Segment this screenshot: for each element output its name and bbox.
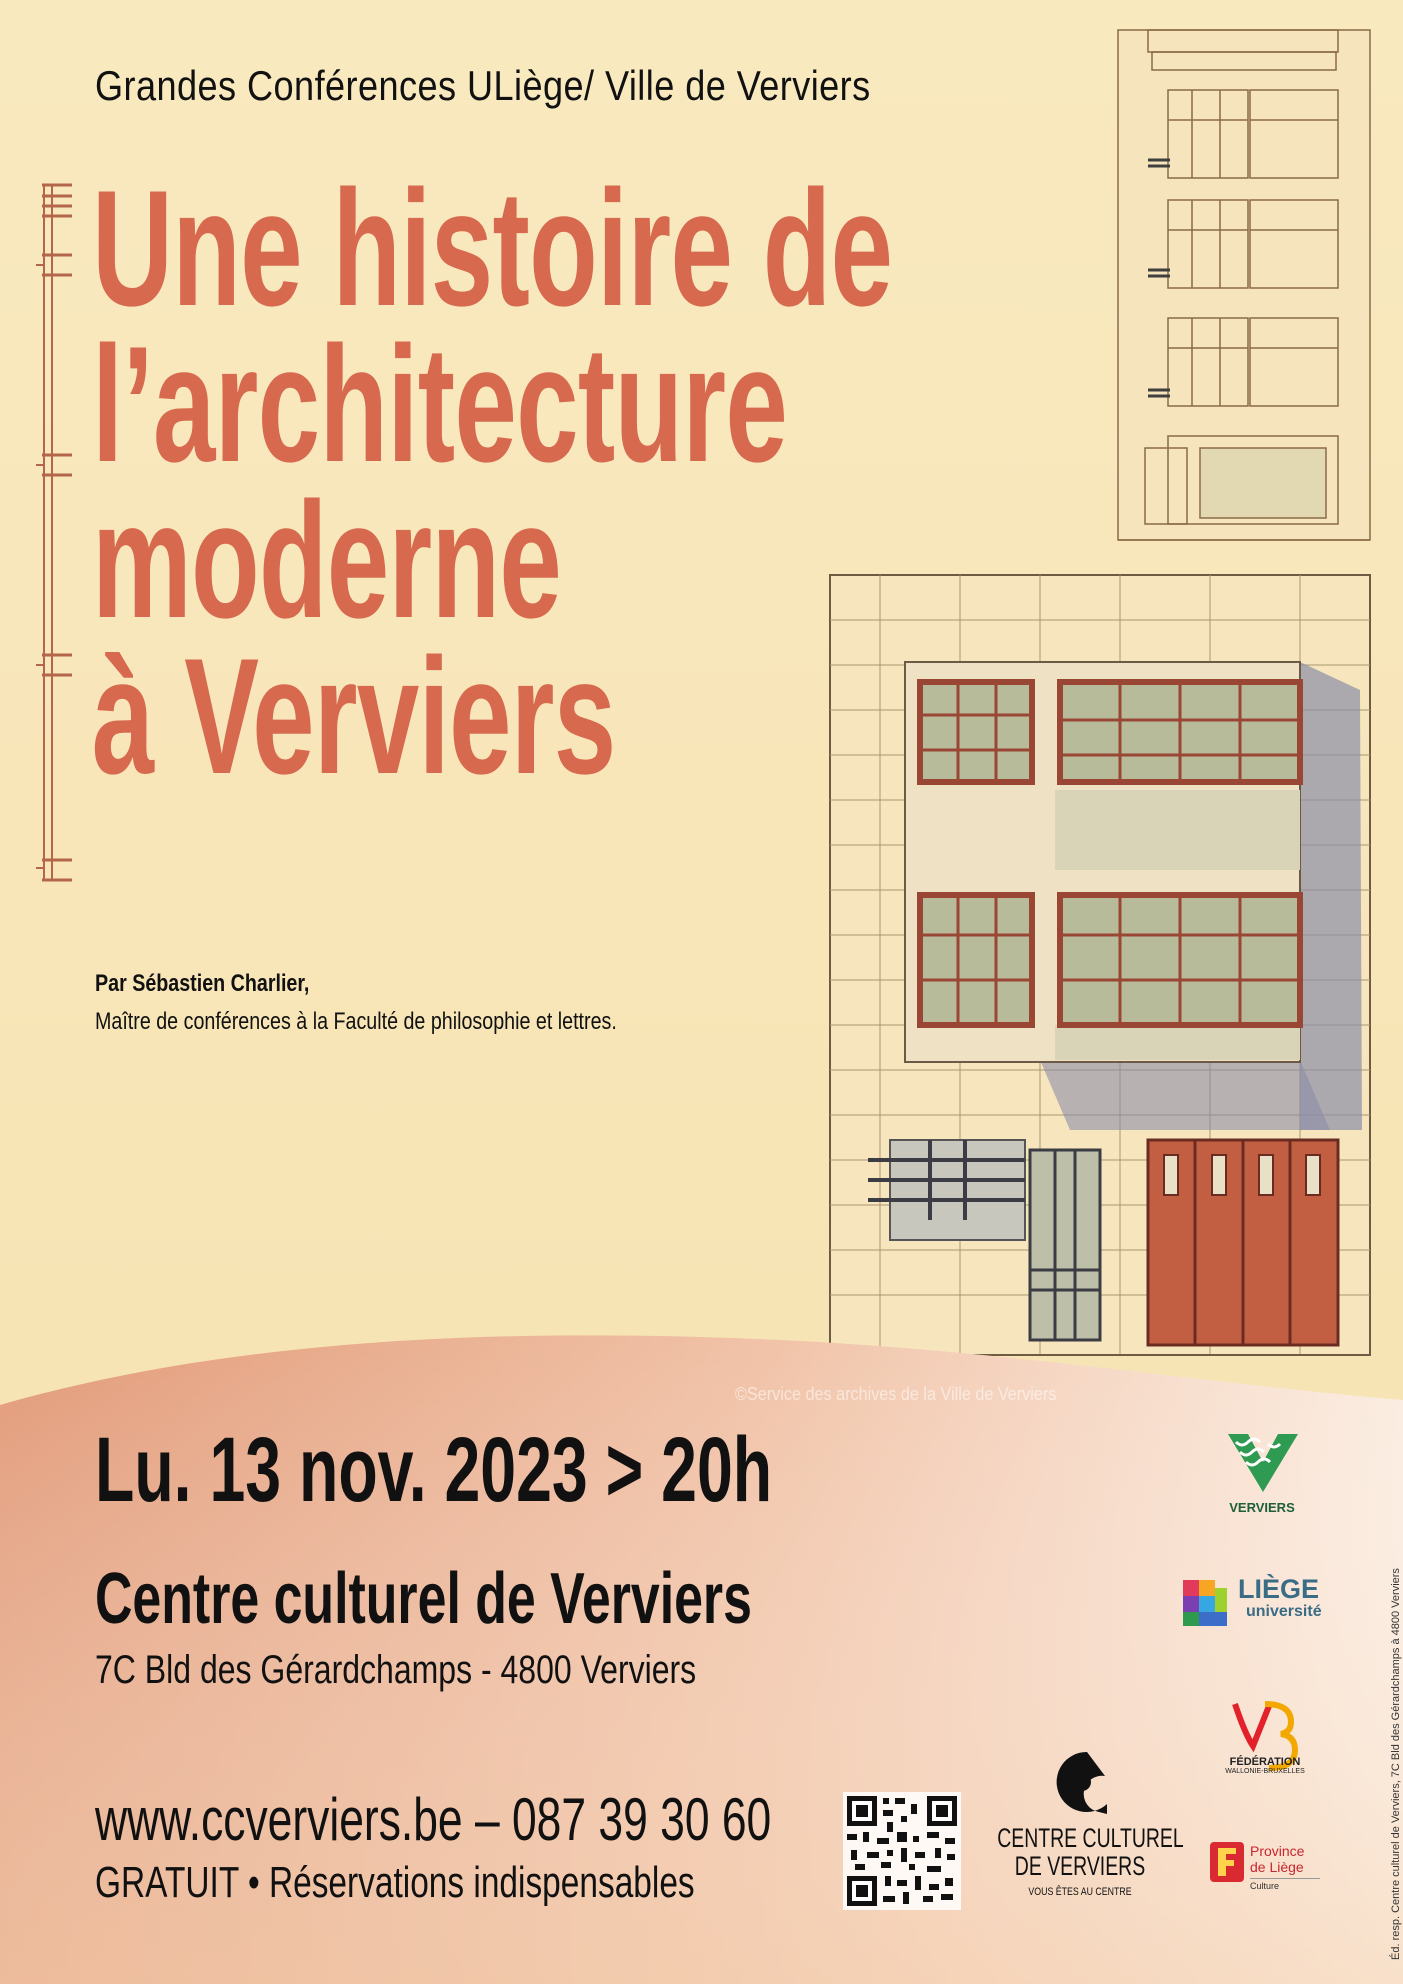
province-liege-logo <box>1250 1843 1320 1891</box>
event-admission: GRATUIT • Réservations indispensables <box>95 1858 695 1907</box>
province-logo-sub: Culture <box>1250 1878 1320 1891</box>
upper-elevation-sketch <box>1118 30 1370 540</box>
poster-title <box>92 156 893 808</box>
title-line-4: à Verviers <box>92 624 616 808</box>
title-line-3: moderne <box>92 468 562 652</box>
title-line-2: l’architecture <box>92 312 788 496</box>
liege-logo-sub: université <box>1246 1603 1322 1620</box>
centre-culturel-logo <box>995 1752 1184 1898</box>
title-line-1: Une histoire de <box>92 156 893 340</box>
verviers-logo <box>1212 1500 1312 1515</box>
speaker-role: Maître de conférences à la Faculté de philosophie et lettres. <box>95 1008 617 1035</box>
speaker-name: Par Sébastien Charlier, <box>95 970 310 997</box>
federation-logo-sub: WALLONIE-BRUXELLES <box>1225 1768 1305 1775</box>
federation-logo <box>1200 1756 1330 1775</box>
province-logo-line-2: de Liège <box>1250 1859 1304 1875</box>
province-logo-line-1: Province <box>1250 1843 1305 1859</box>
series-heading: Grandes Conférences ULiège/ Ville de Verviers <box>95 62 871 109</box>
photo-credit: ©Service des archives de la Ville de Verviers <box>735 1384 1057 1404</box>
event-date: Lu. 13 nov. 2023 > 20h <box>95 1419 773 1521</box>
liege-logo-main: LIÈGE <box>1238 1574 1320 1604</box>
ccv-logo-line-1: CENTRE CULTUREL <box>997 1823 1184 1853</box>
publisher-note: Éd. resp. Centre culturel de Verviers, 7C Bld des Gérardchamps à 4800 Verviers <box>1390 1568 1402 1960</box>
qr-code <box>843 1792 961 1910</box>
speaker-block <box>95 965 617 1041</box>
event-venue: Centre culturel de Verviers <box>95 1559 752 1639</box>
event-contact[interactable]: www.ccverviers.be – 087 39 30 60 <box>95 1786 772 1853</box>
ccv-logo-tagline: VOUS ÊTES AU CENTRE <box>1028 1886 1132 1898</box>
liege-universite-logo <box>1238 1575 1348 1621</box>
federation-logo-main: FÉDÉRATION <box>1229 1756 1301 1768</box>
event-address: 7C Bld des Gérardchamps - 4800 Verviers <box>95 1648 697 1692</box>
province-de-liege-logo-icon <box>1210 1842 1244 1882</box>
verviers-logo-text: VERVIERS <box>1229 1500 1295 1515</box>
ccv-logo-line-2: DE VERVIERS <box>1014 1851 1146 1881</box>
main-elevation-sketch <box>830 575 1370 1355</box>
left-ruler-sketch <box>36 185 72 880</box>
